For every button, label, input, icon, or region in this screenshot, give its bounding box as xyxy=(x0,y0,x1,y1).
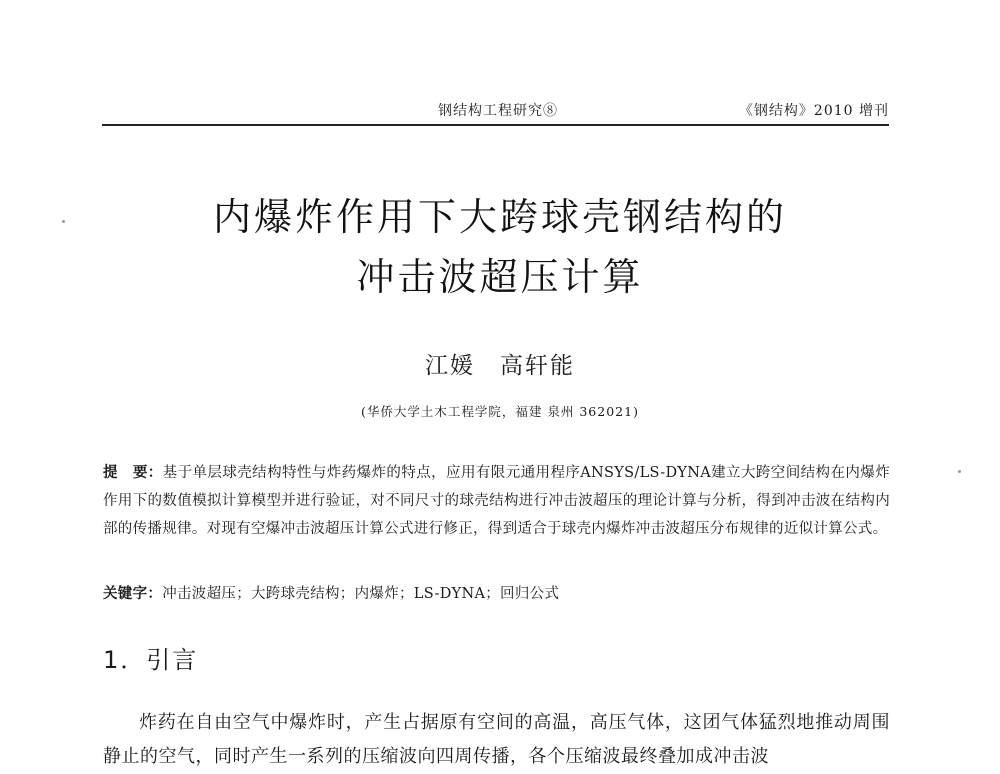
abstract-label: 提 要： xyxy=(103,465,163,481)
keywords xyxy=(103,582,890,606)
author-affiliation: (华侨大学土木工程学院，福建 泉州 362021) xyxy=(361,404,639,419)
scan-speck xyxy=(958,470,961,473)
header-journal-name: 《钢结构》2010 增刊 xyxy=(738,103,889,119)
paper-title-line-1: 内爆炸作用下大跨球壳钢结构的 xyxy=(212,195,787,239)
author-list: 江媛 高轩能 xyxy=(425,353,575,379)
paper-title-line-2: 冲击波超压计算 xyxy=(356,255,644,299)
abstract-text: 基于单层球壳结构特性与炸药爆炸的特点，应用有限元通用程序ANSYS/LS-DYNA建立大跨空间结构在内爆炸作用下的数值模拟计算模型并进行验证，对不同尺寸的球壳结构进行冲击波超压的理论计算与分析，得到冲击波在结构内部的传播规律。对现有空爆冲击波超压计算公式进行修正，得到适合于球壳内爆炸冲击波超压分布规律的近似计算公式。 xyxy=(103,465,891,537)
scan-speck xyxy=(62,220,65,223)
header-series-title: 钢结构工程研究⑧ xyxy=(438,103,558,119)
keywords-label: 关键字： xyxy=(103,586,163,602)
abstract xyxy=(103,459,890,543)
keywords-text: 冲击波超压；大跨球壳结构；内爆炸；LS-DYNA；回归公式 xyxy=(162,586,560,602)
section-heading-introduction: 1．引言 xyxy=(103,646,199,674)
running-header xyxy=(102,96,889,126)
intro-paragraph: 炸药在自由空气中爆炸时，产生占据原有空间的高温，高压气体，这团气体猛烈地推动周围静止的空气，同时产生一系列的压缩波向四周传播，各个压缩波最终叠加成冲击波 xyxy=(103,712,890,767)
